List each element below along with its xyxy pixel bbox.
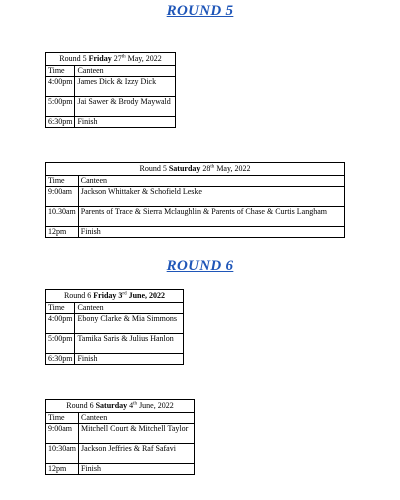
time-header: Time	[46, 303, 75, 314]
names-cell: Parents of Trace & Sierra Mclaughlin & Parents of Chase & Curtis Langham	[78, 207, 344, 227]
roster-title: Round 6 Saturday 4th June, 2022	[46, 400, 195, 413]
names-cell: Finish	[75, 117, 176, 128]
duty-header: Canteen	[79, 413, 195, 424]
time-header: Time	[46, 413, 79, 424]
round-6-heading: ROUND 6	[166, 258, 234, 274]
roster-round6-saturday	[45, 399, 195, 475]
roster-title: Round 6 Friday 3rd June, 2022	[46, 290, 184, 303]
roster-round5-saturday	[45, 162, 345, 238]
time-cell: 12pm	[46, 464, 79, 475]
roster-round6-friday	[45, 289, 184, 365]
time-cell: 12pm	[46, 227, 79, 238]
time-header: Time	[46, 176, 79, 187]
time-header: Time	[46, 66, 75, 77]
duty-header: Canteen	[75, 303, 184, 314]
roster-title: Round 5 Friday 27th May, 2022	[46, 53, 176, 66]
time-cell: 10.30am	[46, 207, 79, 227]
time-cell: 6:30pm	[46, 117, 75, 128]
time-cell: 5:00pm	[46, 97, 75, 117]
duty-header: Canteen	[78, 176, 344, 187]
duty-header: Canteen	[75, 66, 176, 77]
names-cell: Jackson Jeffries & Raf Safavi	[79, 444, 195, 464]
names-cell: Jackson Whittaker & Schofield Leske	[78, 187, 344, 207]
names-cell: Tamika Saris & Julius Hanlon	[75, 334, 184, 354]
names-cell: Finish	[75, 354, 184, 365]
names-cell: Jai Sawer & Brody Maywald	[75, 97, 176, 117]
time-cell: 6:30pm	[46, 354, 75, 365]
time-cell: 9:00am	[46, 424, 79, 444]
time-cell: 4:00pm	[46, 314, 75, 334]
roster-title: Round 5 Saturday 28th May, 2022	[46, 163, 345, 176]
time-cell: 5:00pm	[46, 334, 75, 354]
round-5-heading: ROUND 5	[166, 3, 234, 19]
time-cell: 9:00am	[46, 187, 79, 207]
time-cell: 10:30am	[46, 444, 79, 464]
names-cell: Ebony Clarke & Mia Simmons	[75, 314, 184, 334]
names-cell: James Dick & Izzy Dick	[75, 77, 176, 97]
names-cell: Finish	[79, 464, 195, 475]
names-cell: Finish	[78, 227, 344, 238]
time-cell: 4:00pm	[46, 77, 75, 97]
roster-round5-friday	[45, 52, 176, 128]
names-cell: Mitchell Court & Mitchell Taylor	[79, 424, 195, 444]
